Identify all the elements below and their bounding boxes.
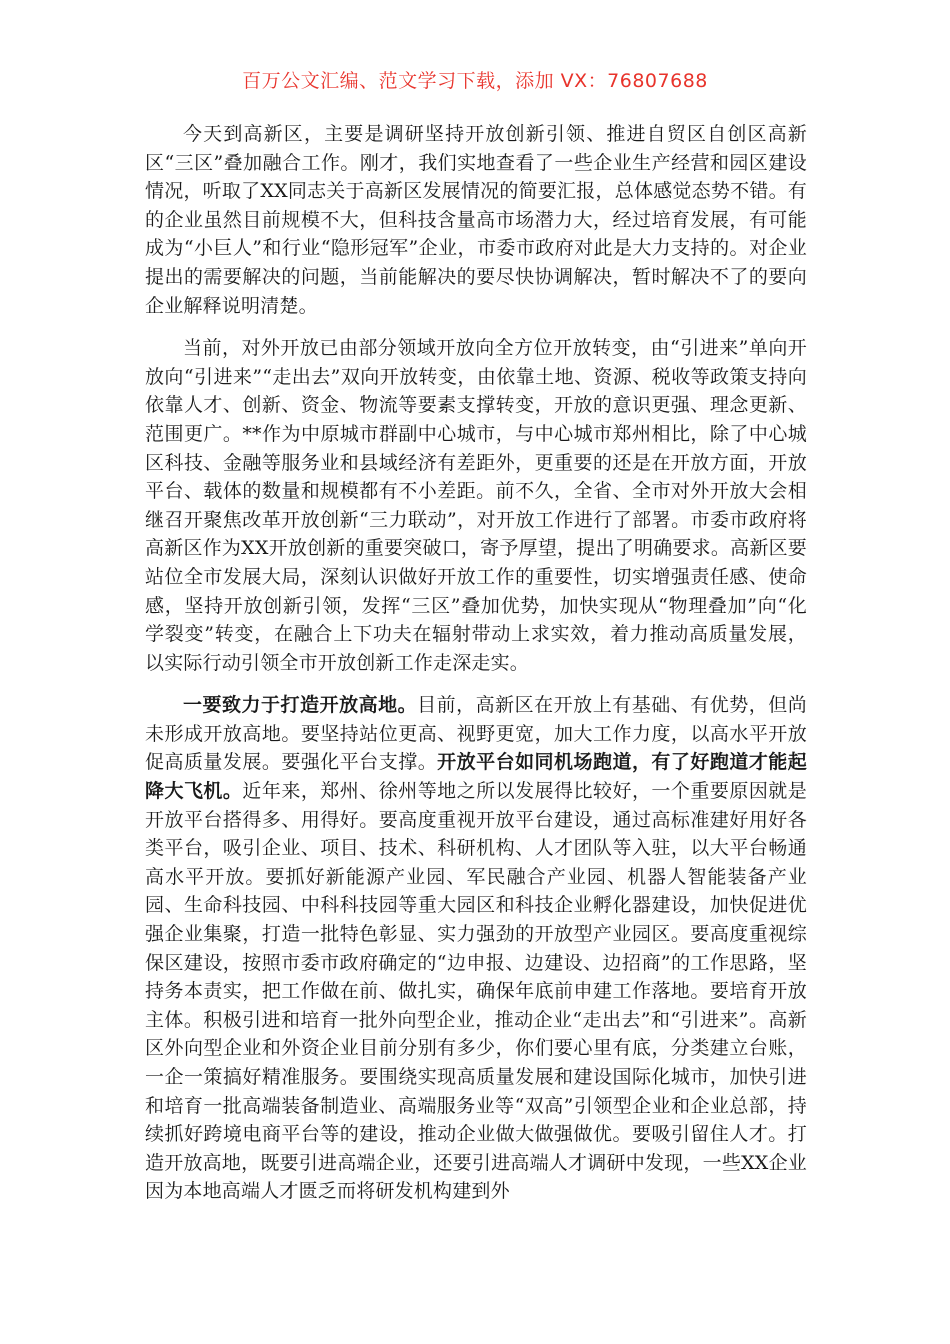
paragraph-3 <box>145 691 807 1206</box>
document-body <box>145 120 807 1220</box>
paragraph-2: 当前，对外开放已由部分领域开放向全方位开放转变，由“引进来”单向开放向“引进来”“走出去”双向开放转变，由依靠土地、资源、税收等政策支持向依靠人才、创新、资金、物流等要素支撑转变，开放的意识更强、理念更新、范围更广。**作为中原城市群副中心城市，与中心城市郑州相比，除了中心城区科技、金融等服务业和县域经济有差距外，更重要的还是在开放方面，开放平台、载体的数量和规模都有不小差距。前不久，全省、全市对外开放大会相继召开聚焦改革开放创新“三力联动”，对开放工作进行了部署。市委市政府将高新区作为XX开放创新的重要突破口，寄予厚望，提出了明确要求。高新区要站位全市发展大局，深刻认识做好开放工作的重要性，切实增强责任感、使命感，坚持开放创新引领，发挥“三区”叠加优势，加快实现从“物理叠加”向“化学裂变”转变，在融合上下功夫在辐射带动上求实效，着力推动高质量发展，以实际行动引领全市开放创新工作走深走实。 <box>145 337 807 674</box>
paragraph-3-text-b: 近年来，郑州、徐州等地之所以发展得比较好，一个重要原因就是开放平台搭得多、用得好。要高度重视开放平台建设，通过高标准建好用好各类平台，吸引企业、项目、技术、科研机构、人才团队等入驻，以大平台畅通高水平开放。要抓好新能源产业园、军民融合产业园、机器人智能装备产业园、生命科技园、中科科技园等重大园区和科技企业孵化器建设，加快促进优强企业集聚，打造一批特色彰显、实力强劲的开放型产业园区。要高度重视综保区建设，按照市委市政府确定的“边申报、边建设、边招商”的工作思路，坚持务本责实，把工作做在前、做扎实，确保年底前申建工作落地。要培育开放主体。积极引进和培育一批外向型企业，推动企业“走出去”和“引进来”。高新区外向型企业和外资企业目前分别有多少，你们要心里有底，分类建立台账，一企一策搞好精准服务。要围绕实现高质量发展和建设国际化城市，加快引进和培育一批高端装备制造业、高端服务业等“双高”引领型企业和企业总部，持续抓好跨境电商平台等的建设，推动企业做大做强做优。要吸引留住人才。打造开放高地，既要引进高端企业，还要引进高端人才调研中发现，一些XX企业因为本地高端人才匮乏而将研发机构建到外 <box>145 780 807 1203</box>
paragraph-3-emphasis: 开放平台如同机场跑道，有了好跑道才能起降大飞机。 <box>145 751 807 803</box>
watermark-banner: 百万公文汇编、范文学习下载，添加 VX：76807688 <box>242 70 708 92</box>
paragraph-3-text-a: 目前，高新区在开放上有基础、有优势，但尚未形成开放高地。要坚持站位更高、视野更宽，加大工作力度，以高水平开放促高质量发展。要强化平台支撑。 <box>145 694 807 774</box>
section-lead-heading: 一要致力于打造开放高地。 <box>183 694 418 717</box>
paragraph-1: 今天到高新区，主要是调研坚持开放创新引领、推进自贸区自创区高新区“三区”叠加融合工作。刚才，我们实地查看了一些企业生产经营和园区建设情况，听取了XX同志关于高新区发展情况的简要汇报，总体感觉态势不错。有的企业虽然目前规模不大，但科技含量高市场潜力大，经过培育发展，有可能成为“小巨人”和行业“隐形冠军”企业，市委市政府对此是大力支持的。对企业提出的需要解决的问题，当前能解决的要尽快协调解决，暂时解决不了的要向企业解释说明清楚。 <box>145 123 807 317</box>
